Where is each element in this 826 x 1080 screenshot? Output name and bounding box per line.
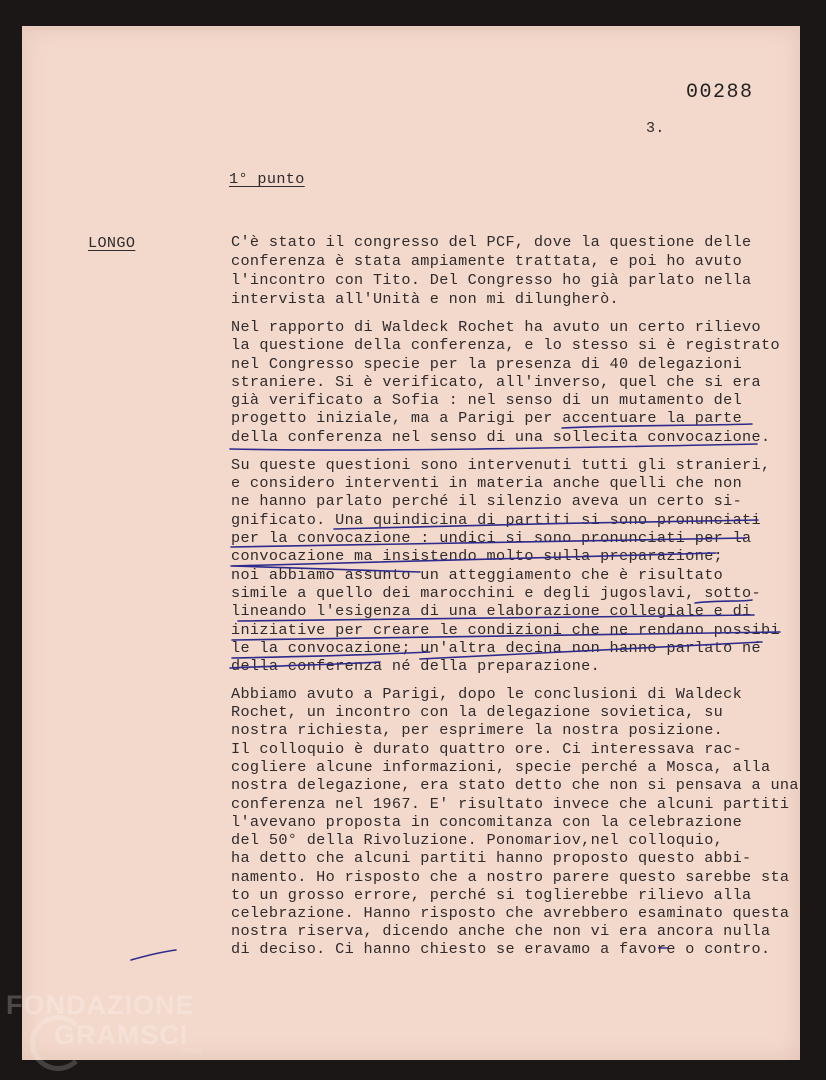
page-top-edge xyxy=(22,26,800,30)
text-line: di deciso. Ci hanno chiesto se eravamo a favore o contro. xyxy=(231,940,771,958)
text-line: lineando l'esigenza di una elaborazione collegiale e di xyxy=(231,602,752,620)
text-line: nel Congresso specie per la presenza di 40 delegazioni xyxy=(231,355,743,373)
text-line: nostra riserva, dicendo anche che non vi era ancora nulla xyxy=(231,922,771,940)
watermark-line3: onlus xyxy=(181,1046,203,1055)
document-number: 00288 xyxy=(686,81,754,104)
text-line: ne hanno parlato perché il silenzio aveva un certo si- xyxy=(231,492,743,510)
text-line: conferenza nel 1967. E' risultato invece che alcuni partiti xyxy=(231,795,790,813)
text-line: Su queste questioni sono intervenuti tutti gli stranieri, xyxy=(231,456,771,474)
text-line: namento. Ho risposto che a nostro parere questo sarebbe sta xyxy=(231,868,790,886)
watermark-line1: FONDAZIONE xyxy=(6,990,195,1020)
text-line: intervista all'Unità e non mi dilungherò. xyxy=(231,290,620,308)
text-line: iniziative per creare le condizioni che ne rendano possibi xyxy=(231,621,780,639)
text-line: to un grosso errore, perché si toglierebbe rilievo alla xyxy=(231,886,752,904)
text-line: progetto iniziale, ma a Parigi per accentuare la parte xyxy=(231,409,743,427)
speaker-name: LONGO xyxy=(88,234,136,252)
watermark-logo xyxy=(6,990,203,1055)
text-line: della conferenza né della preparazione. xyxy=(231,657,601,675)
text-line: l'incontro con Tito. Del Congresso ho già parlato nella xyxy=(231,271,752,289)
text-line: C'è stato il congresso del PCF, dove la questione delle xyxy=(231,233,752,251)
page-number: 3. xyxy=(646,120,665,137)
text-line: gnificato. Una quindicina di partiti si sono pronunciati xyxy=(231,511,761,529)
text-line: l'avevano proposta in concomitanza con la celebrazione xyxy=(231,813,743,831)
text-line: la questione della conferenza, e lo stesso si è registrato xyxy=(231,336,780,354)
text-line: conferenza è stata ampiamente trattata, e poi ho avuto xyxy=(231,252,743,270)
text-line: cogliere alcune informazioni, specie perché a Mosca, alla xyxy=(231,758,771,776)
text-line: e considero interventi in materia anche quelli che non xyxy=(231,474,743,492)
text-line: ha detto che alcuni partiti hanno proposto questo abbi- xyxy=(231,849,752,867)
text-line: Nel rapporto di Waldeck Rochet ha avuto un certo rilievo xyxy=(231,318,761,336)
watermark-line2: GRAMSCI xyxy=(54,1020,189,1050)
section-heading: 1° punto xyxy=(229,170,305,188)
text-line: nostra delegazione, era stato detto che non si pensava a una xyxy=(231,776,799,794)
text-line: convocazione ma insistendo molto sulla preparazione; xyxy=(231,547,724,565)
text-line: simile a quello dei marocchini e degli jugoslavi, sotto- xyxy=(231,584,761,602)
text-line: già verificato a Sofia : nel senso di un mutamento del xyxy=(231,391,743,409)
text-line: noi abbiamo assunto un atteggiamento che è risultato xyxy=(231,566,724,584)
text-line: della conferenza nel senso di una sollecita convocazione. xyxy=(231,428,771,446)
text-line: Abbiamo avuto a Parigi, dopo le conclusioni di Waldeck xyxy=(231,685,743,703)
text-line: Rochet, un incontro con la delegazione sovietica, su xyxy=(231,703,724,721)
text-line: nostra richiesta, per esprimere la nostra posizione. xyxy=(231,721,724,739)
text-line: celebrazione. Hanno risposto che avrebbero esaminato questa xyxy=(231,904,790,922)
text-line: del 50° della Rivoluzione. Ponomariov,nel colloquio, xyxy=(231,831,724,849)
text-line: straniere. Si è verificato, all'inverso, quel che si era xyxy=(231,373,761,391)
text-line: le la convocazione; un'altra decina non hanno parlato né xyxy=(231,639,761,657)
text-line: per la convocazione : undici si sono pronunciati per la xyxy=(231,529,752,547)
text-line: Il colloquio è durato quattro ore. Ci interessava rac- xyxy=(231,740,743,758)
